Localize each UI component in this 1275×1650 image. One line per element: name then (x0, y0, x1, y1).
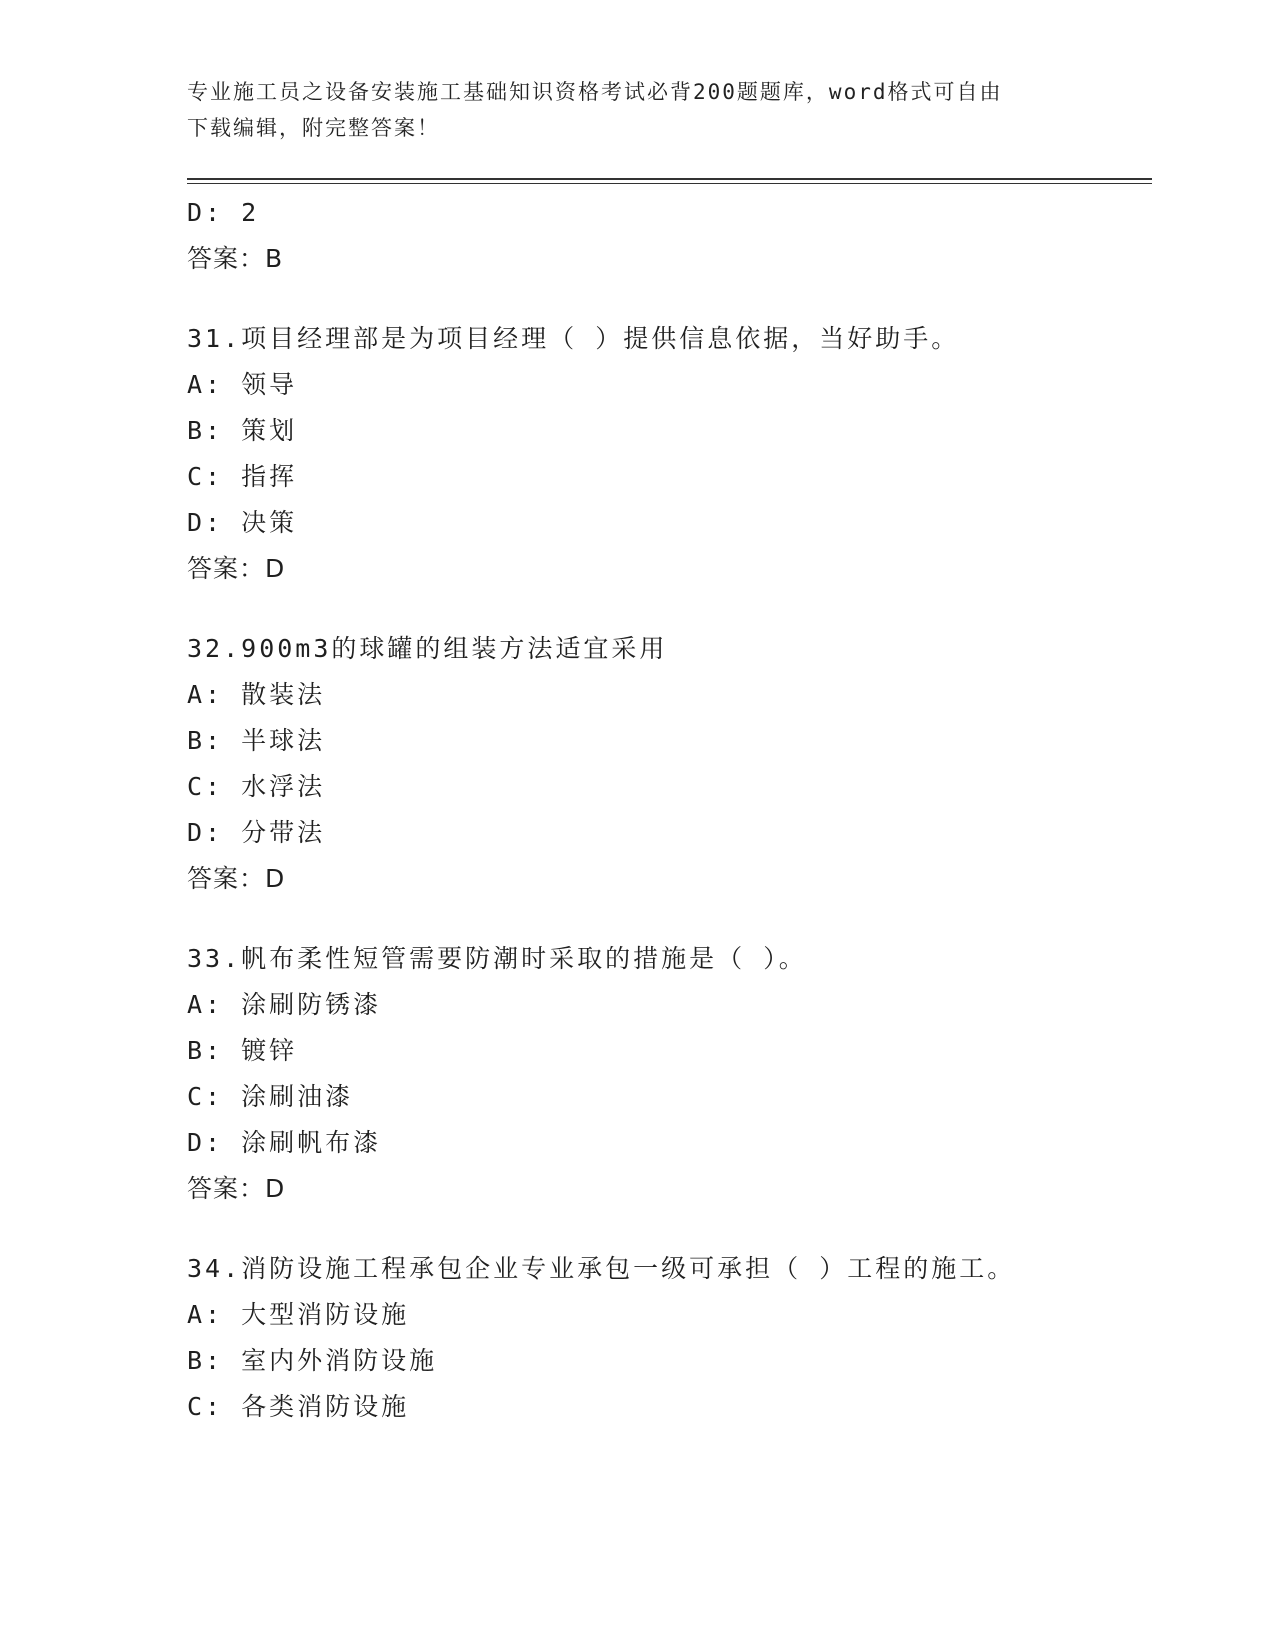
option-a: A: 涂刷防锈漆 (187, 990, 382, 1019)
header-rule-thin (187, 183, 1152, 184)
option-c: C: 水浮法 (187, 772, 326, 801)
option-c: C: 指挥 (187, 462, 298, 491)
answer: 答案：B (187, 244, 284, 273)
question-32 (187, 626, 1152, 902)
option-a: A: 大型消防设施 (187, 1300, 410, 1329)
previous-question-tail (187, 190, 1152, 282)
option-b: B: 室内外消防设施 (187, 1346, 438, 1375)
option-d: D: 决策 (187, 508, 298, 537)
answer: 答案：D (187, 1174, 286, 1203)
option-a: A: 领导 (187, 370, 298, 399)
option-a: A: 散装法 (187, 680, 326, 709)
answer: 答案：D (187, 554, 286, 583)
option-b: B: 策划 (187, 416, 298, 445)
question-33 (187, 936, 1152, 1212)
question-text: 34.消防设施工程承包企业专业承包一级可承担（ ）工程的施工。 (187, 1254, 1016, 1283)
option-d: D: 涂刷帆布漆 (187, 1128, 382, 1157)
document-body (187, 190, 1152, 1430)
option-c: C: 涂刷油漆 (187, 1082, 354, 1111)
header-rule-thick (187, 178, 1152, 180)
option-d: D: 分带法 (187, 818, 326, 847)
option-c: C: 各类消防设施 (187, 1392, 410, 1421)
question-text: 33.帆布柔性短管需要防潮时采取的措施是（ ）。 (187, 944, 807, 973)
document-header (187, 74, 1087, 146)
question-31 (187, 316, 1152, 592)
option-b: B: 半球法 (187, 726, 326, 755)
question-text: 31.项目经理部是为项目经理（ ）提供信息依据，当好助手。 (187, 324, 960, 353)
header-line-1: 专业施工员之设备安装施工基础知识资格考试必背200题题库，word格式可自由 (187, 80, 1003, 104)
option-b: B: 镀锌 (187, 1036, 298, 1065)
question-34 (187, 1246, 1152, 1430)
header-line-2: 下载编辑，附完整答案！ (187, 116, 440, 140)
answer: 答案：D (187, 864, 286, 893)
option-d: D: 2 (187, 198, 260, 227)
question-text: 32.900m3的球罐的组装方法适宜采用 (187, 634, 668, 663)
